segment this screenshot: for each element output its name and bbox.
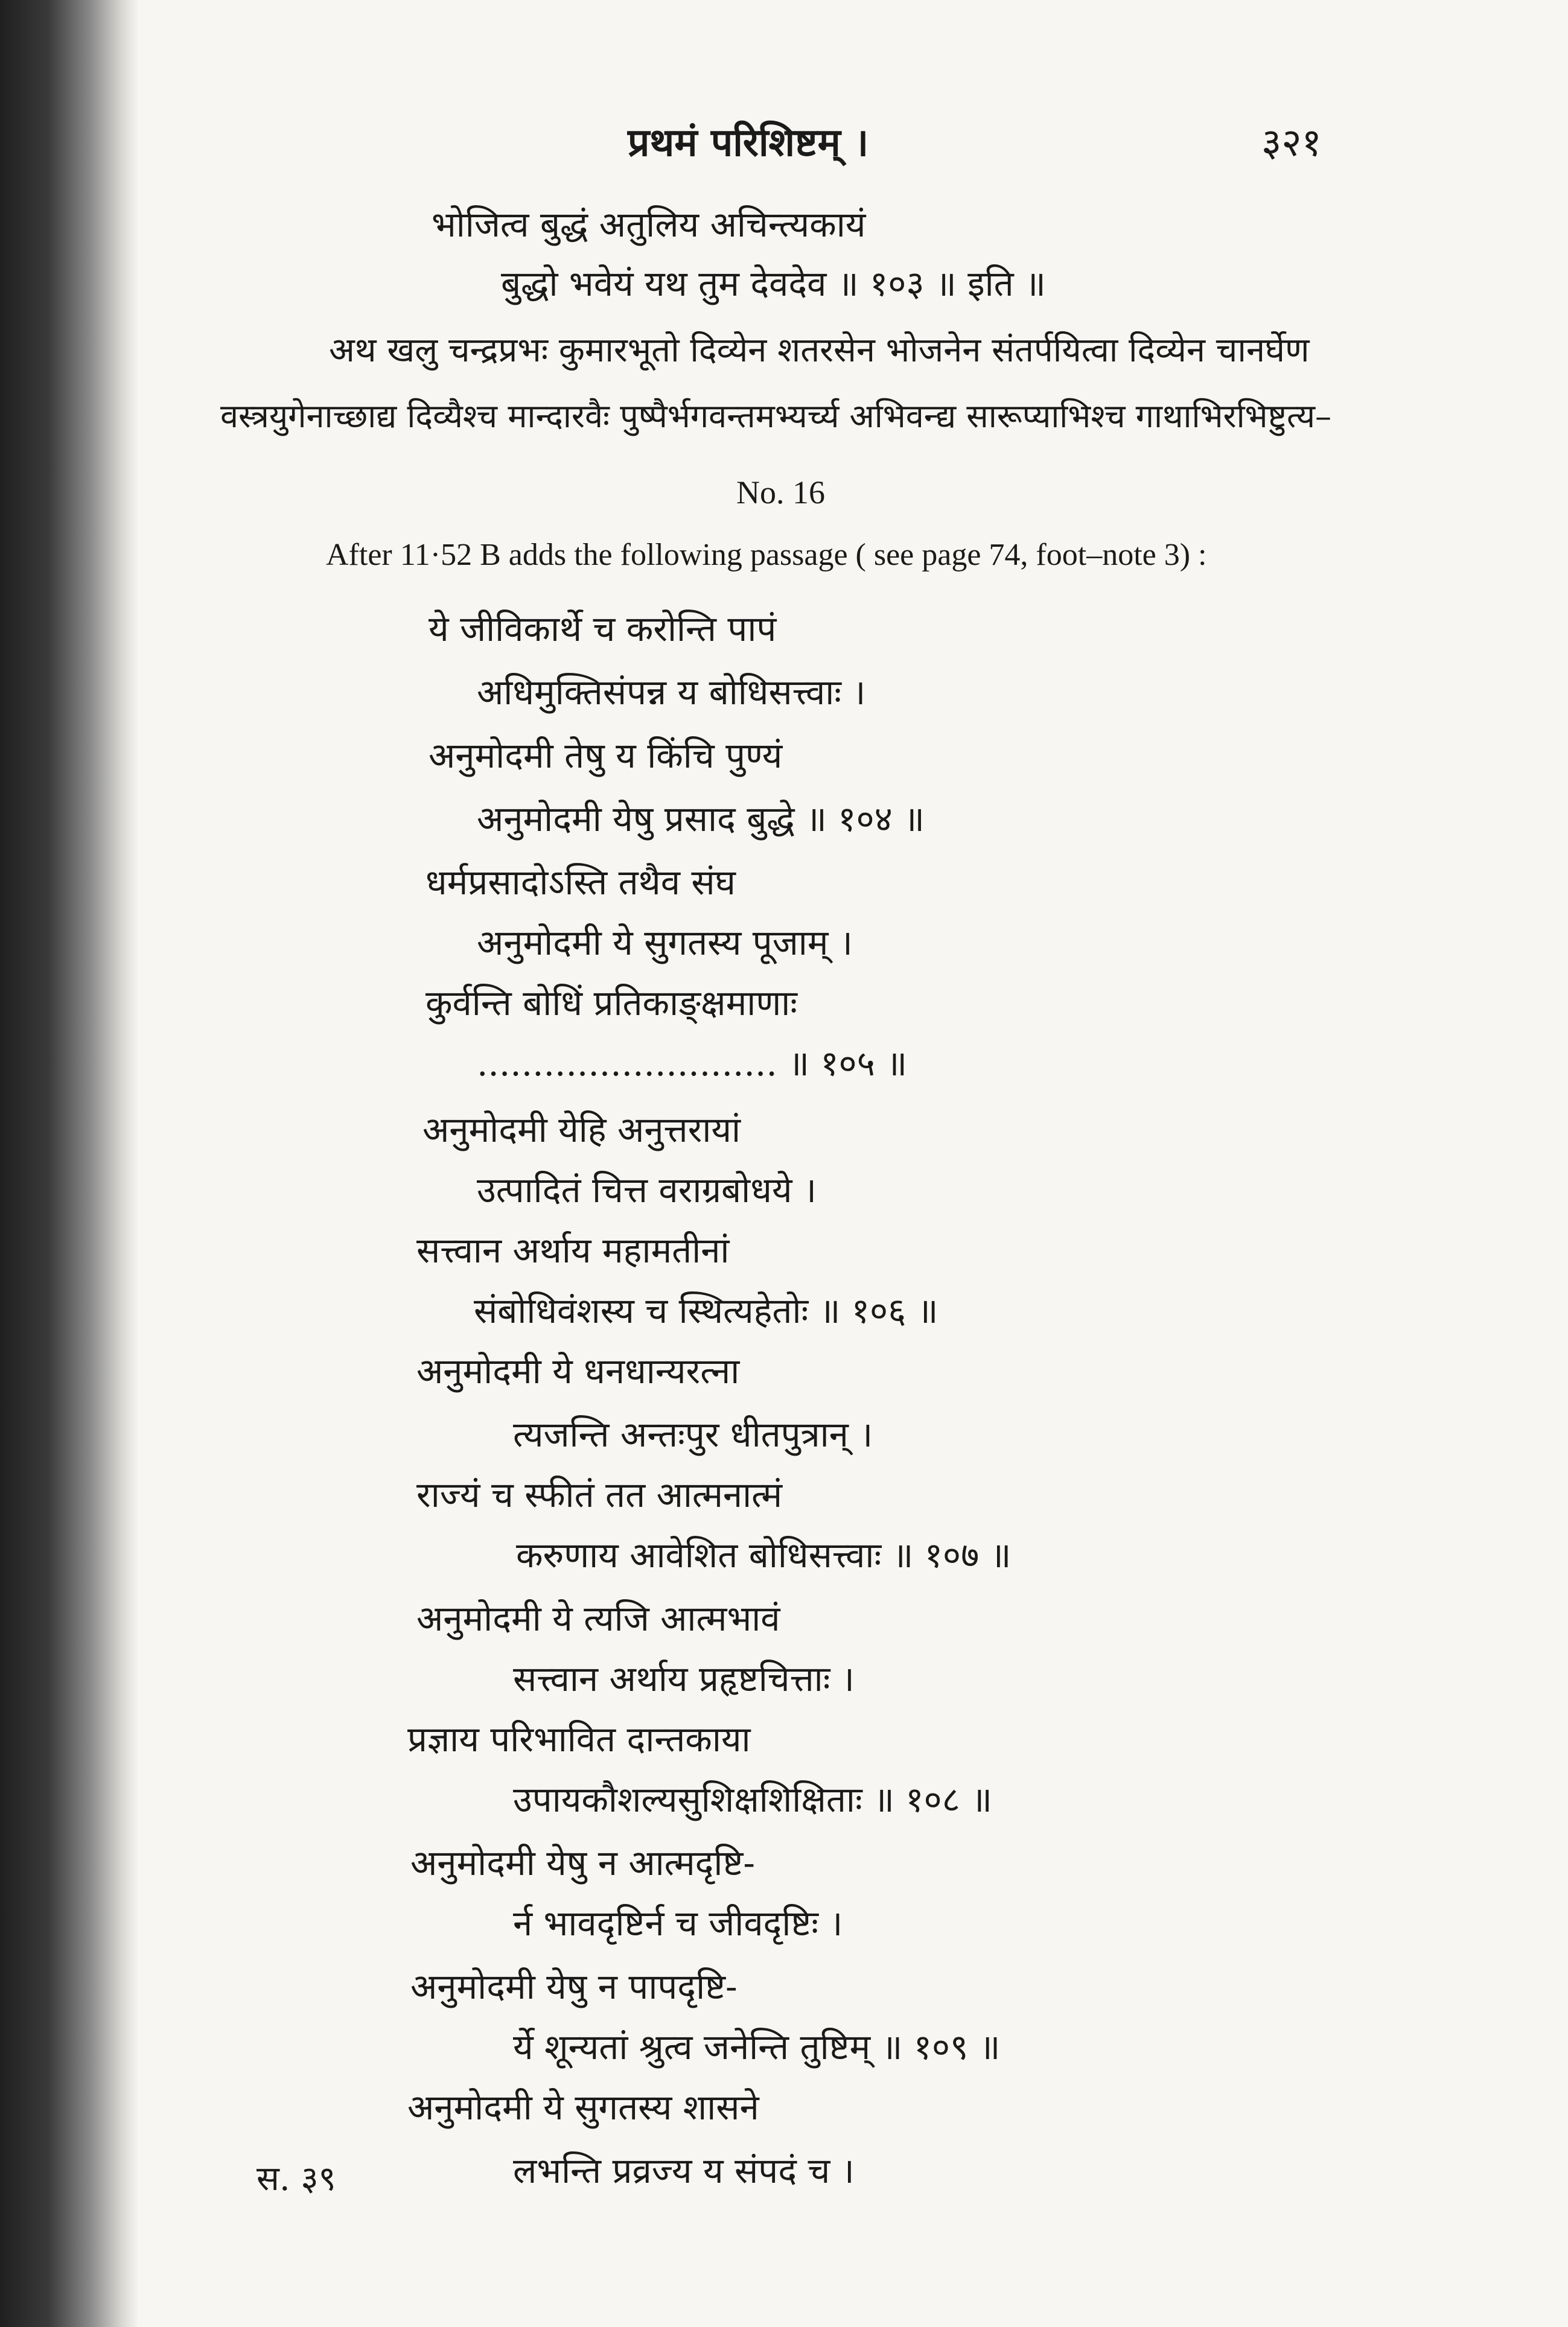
verse-line: प्रज्ञाय परिभावित दान्तकाया: [407, 1719, 751, 1760]
verse-line: कुर्वन्ति बोधिं प्रतिकाङ्क्षमाणाः: [425, 982, 798, 1023]
verse-line: राज्यं च स्फीतं तत आत्मनात्मं: [416, 1474, 783, 1515]
verse-line: सत्त्वान अर्थाय प्रहृष्टचित्ताः ।: [513, 1658, 855, 1699]
verse-line: धर्मप्रसादोऽस्ति तथैव संघ: [425, 862, 736, 903]
verse-line: अनुमोदमी येषु न पापदृष्टि-: [410, 1966, 738, 2007]
page-header-title: प्रथमं परिशिष्टम् ।: [628, 120, 869, 165]
verse-line: अनुमोदमी येषु प्रसाद बुद्धे ॥ १०४ ॥: [477, 798, 925, 839]
verse-line: र्न भावदृष्टिर्न च जीवदृष्टिः ।: [513, 1903, 843, 1944]
verse-line: लभन्ति प्रव्रज्य य संपदं च ।: [513, 2150, 855, 2191]
prose-line: अथ खलु चन्द्रप्रभः कुमारभूतो दिव्येन शतरसेन भोजनेन संतर्पयित्वा दिव्येन चानर्घेण: [329, 331, 1310, 370]
page-number: ३२१: [1261, 121, 1322, 165]
verse-line: सत्त्वान अर्थाय महामतीनां: [416, 1230, 730, 1271]
verse-line: अनुमोदमी ये त्यजि आत्मभावं: [416, 1598, 780, 1639]
verse-line: करुणाय आवेशित बोधिसत्त्वाः ॥ १०७ ॥: [516, 1535, 1012, 1576]
verse-line: उत्पादितं चित्त वराग्रबोधये ।: [477, 1170, 817, 1211]
signature-mark: स. ३९: [257, 2159, 336, 2198]
verse-line: ये जीविकार्थे च करोन्ति पापं: [429, 608, 777, 649]
verse-line: अधिमुक्तिसंपन्न य बोधिसत्त्वाः ।: [477, 672, 866, 713]
verse-line: उपायकौशल्यसुशिक्षशिक्षिताः ॥ १०८ ॥: [513, 1779, 992, 1820]
verse-line: अनुमोदमी येहि अनुत्तरायां: [422, 1109, 741, 1150]
verse-line: अनुमोदमी तेषु य किंचि पुण्यं: [429, 735, 783, 776]
verse-line: बुद्धो भवेयं यथ तुम देवदेव ॥ १०३ ॥ इति ॥: [501, 263, 1046, 304]
verse-line: ........................... ॥ १०५ ॥: [477, 1043, 908, 1084]
verse-line: संबोधिवंशस्य च स्थित्यहेतोः ॥ १०६ ॥: [474, 1290, 939, 1331]
verse-line: भोजित्व बुद्धं अतुलिय अचिन्त्यकायं: [432, 204, 866, 245]
verse-line: अनुमोदमी ये सुगतस्य शासने: [407, 2087, 759, 2128]
verse-line: अनुमोदमी येषु न आत्मदृष्टि-: [410, 1842, 755, 1883]
verse-line: अनुमोदमी ये सुगतस्य पूजाम् ।: [477, 922, 853, 963]
section-heading: No. 16: [736, 474, 825, 511]
verse-line: त्यजन्ति अन्तःपुर धीतपुत्रान् ।: [513, 1414, 873, 1455]
verse-line: अनुमोदमी ये धनधान्यरत्ना: [416, 1351, 740, 1392]
verse-line: र्ये शून्यतां श्रुत्व जनेन्ति तुष्टिम् ॥ १०९ ॥: [513, 2026, 1001, 2068]
prose-line: वस्त्रयुगेनाच्छाद्य दिव्यैश्च मान्दारवैः पुष्पैर्भगवन्तमभ्यर्च्य अभिवन्द्य सारूप्याभिश्च गाथाभिरभिष्टुत्य–: [220, 397, 1332, 435]
editorial-note: After 11·52 B adds the following passage ( see page 74, foot–note 3) :: [326, 538, 1207, 572]
